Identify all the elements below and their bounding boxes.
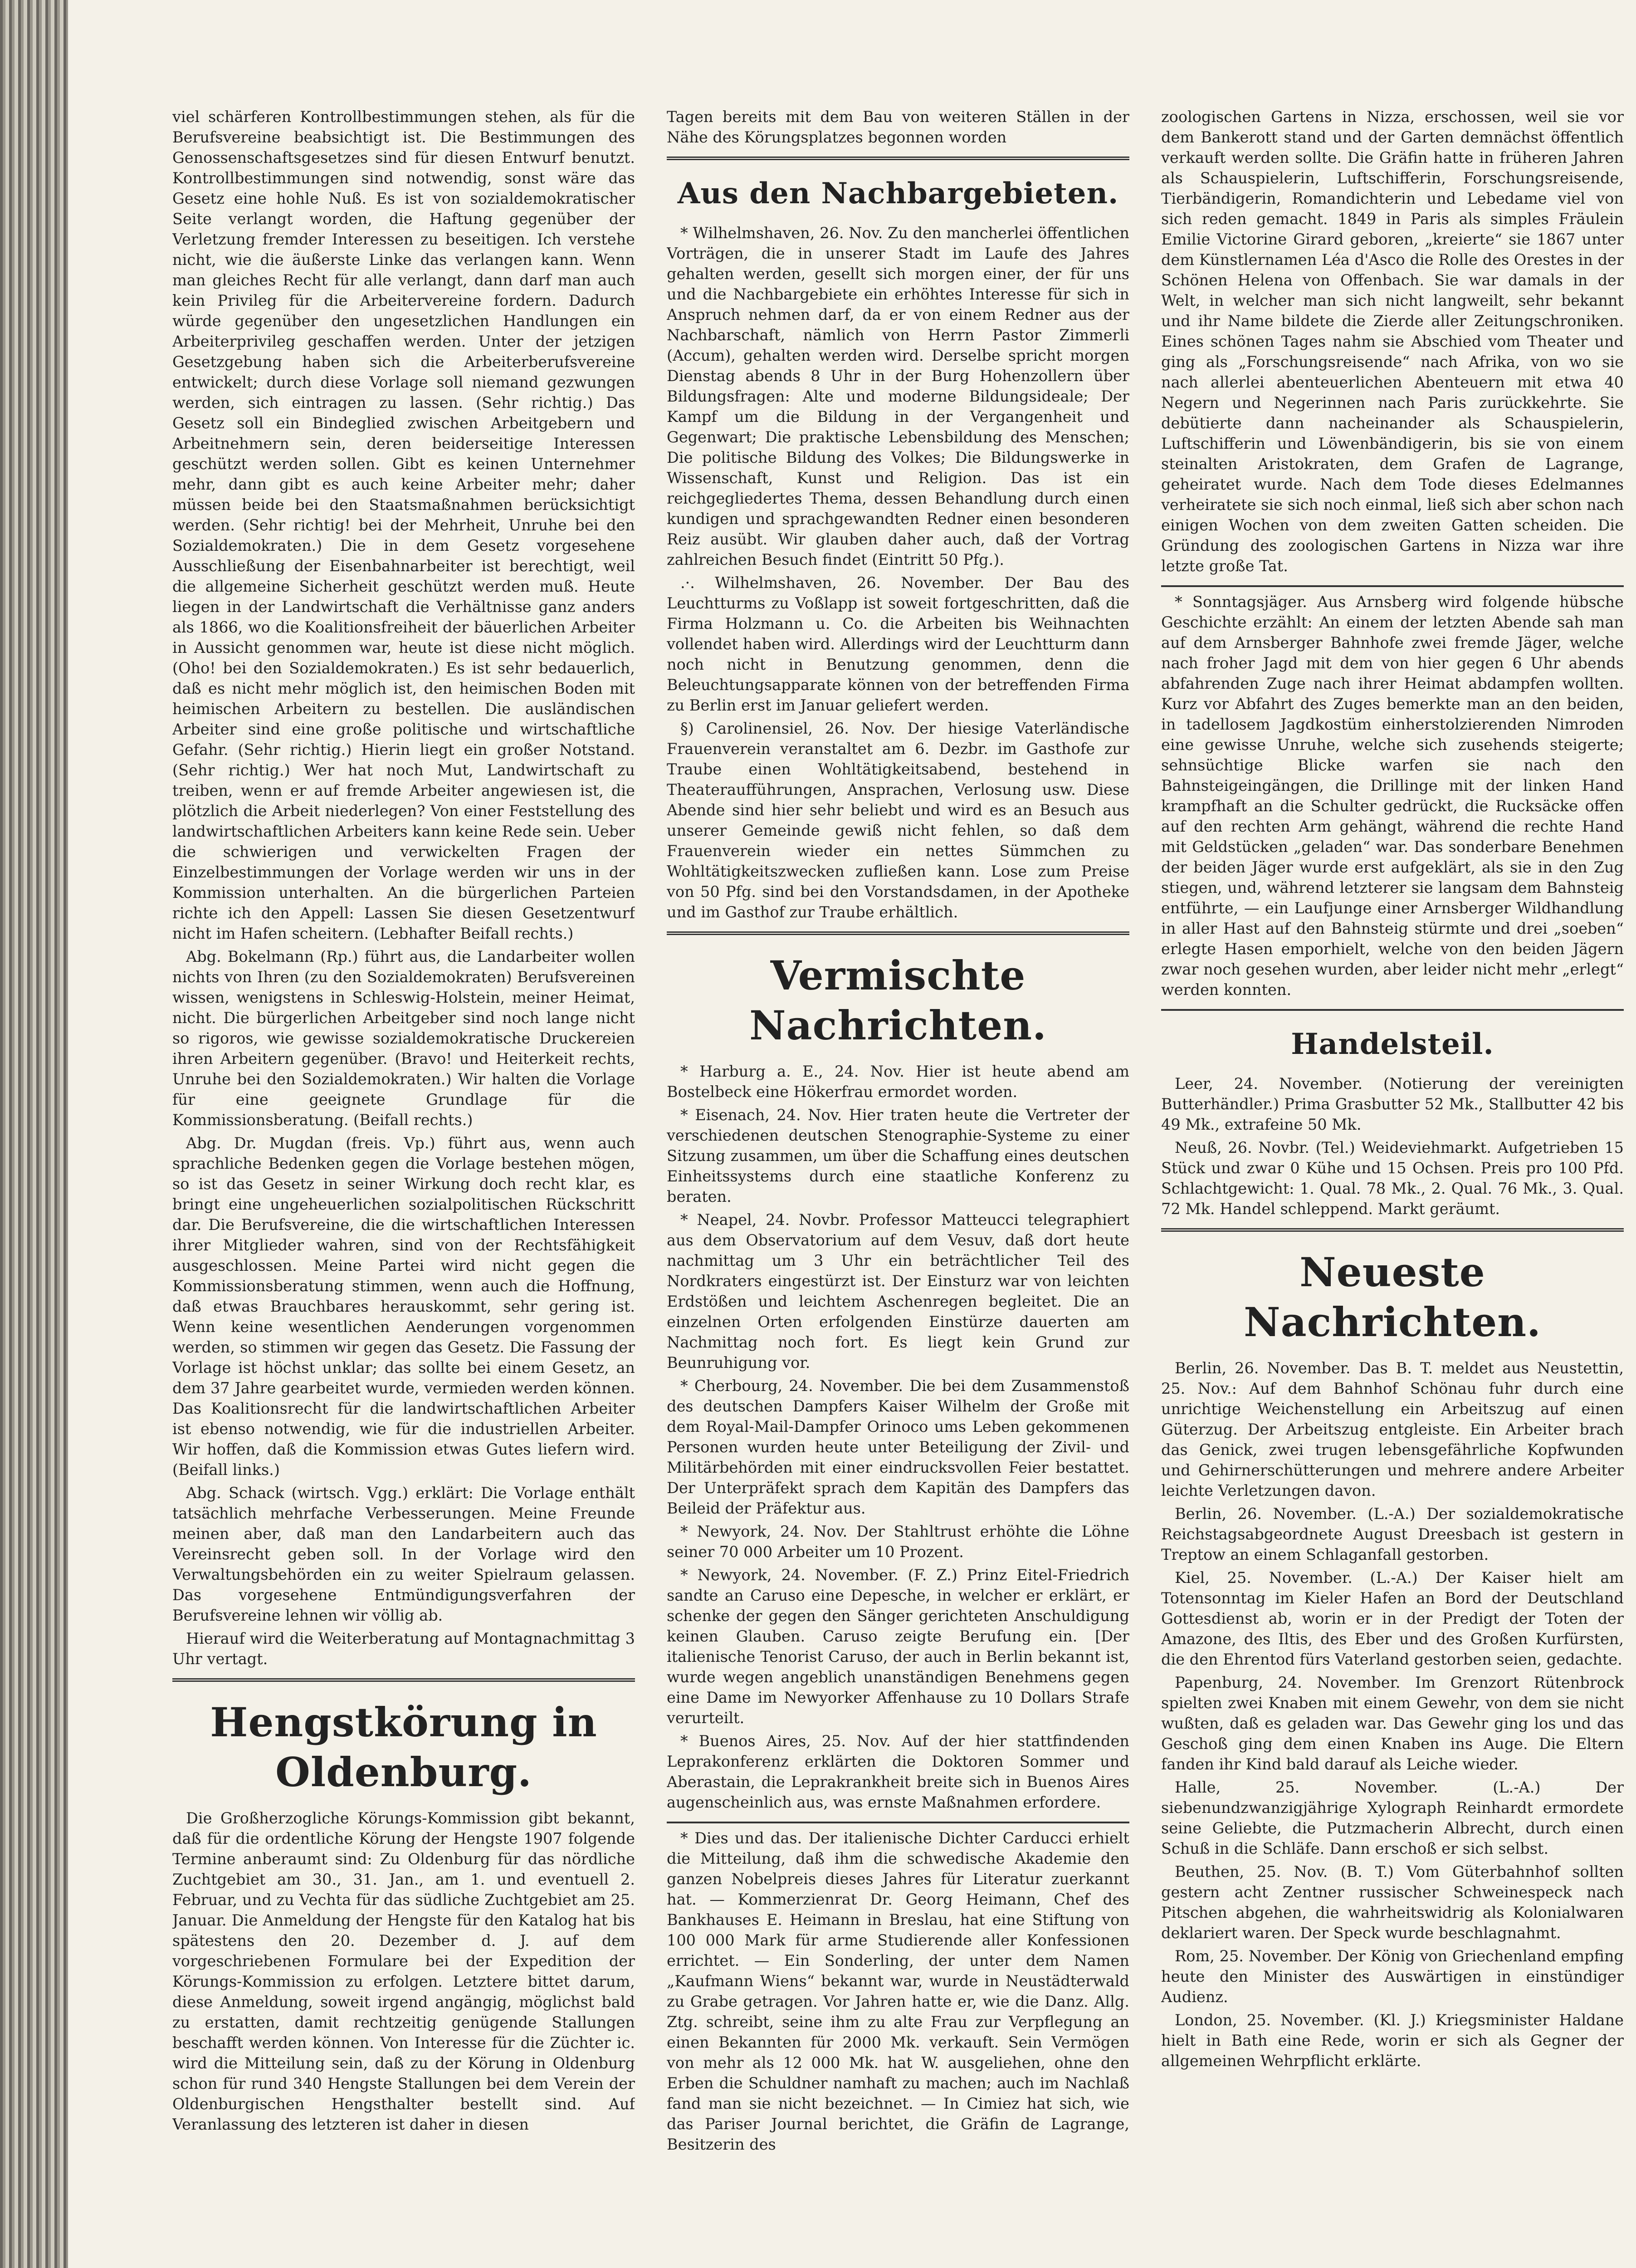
section-divider — [172, 1678, 635, 1682]
article-text: Leer, 24. November. (Notierung der vereinigten Butterhändler.) Prima Grasbutter 52 Mk., Stallbutter 42 bis 49 Mk., extrafeine 50 Mk. — [1161, 1075, 1624, 1133]
article-text: * Cherbourg, 24. November. Die bei dem Zusammenstoß des deutschen Dampfers Kaiser Wilhelm der Große mit dem Royal-Mail-Dampfer Orinoco ums Leben gekommenen Personen wurden heute unter Beteiligung der Zivil- und Militärbehörden mit einer eindrucksvollen Feier bestattet. Der Unterpräfekt sprach dem Kapitän des Dampfers das Beileid der Präfektur aus. — [667, 1377, 1129, 1517]
article-text: §) Carolinensiel, 26. Nov. Der hiesige Vaterländische Frauenverein veranstaltet am 6. Dezbr. im Gasthofe zur Traube einen Wohltätigkeitsabend, bestehend in Theateraufführungen, Ansprachen, Verlosung usw. Diese Abende sind hier sehr beliebt und wird es an Besuch aus unserer Gemeinde gewiß nicht fehlen, so daß dem Frauenverein wieder ein nettes Sümmchen zu Wohltätigkeitszwecken zufließen kann. Lose zum Preise von 50 Pfg. sind bei den Vorstandsdamen, in der Apotheke und im Gasthof zur Traube erhältlich. — [667, 720, 1129, 921]
newspaper-page — [68, 0, 1636, 2268]
section-divider — [1161, 1228, 1624, 1232]
article-text: Tagen bereits mit dem Bau von weiteren Ställen in der Nähe des Körungsplatzes begonnen worden — [667, 108, 1129, 146]
article-text: Berlin, 26. November. Das B. T. meldet aus Neustettin, 25. Nov.: Auf dem Bahnhof Schönau fuhr durch eine unrichtige Weichenstellung ein Arbeitszug auf einen Güterzug. Der Arbeitszug entgleiste. Ein Arbeiter brach das Genick, zwei trugen lebensgefährliche Kopfwunden und Gehirnerschütterungen und mehrere andere Arbeiter leichte Verletzungen davon. — [1161, 1359, 1624, 1499]
article-text: London, 25. November. (Kl. J.) Kriegsminister Haldane hielt in Bath eine Rede, worin er sich als Gegner der allgemeinen Wehrpflicht erklärte. — [1161, 2011, 1624, 2070]
article-text: Papenburg, 24. November. Im Grenzort Rütenbrock spielten zwei Knaben mit einem Gewehr, von dem sie nicht wußten, daß es geladen war. Das Gewehr ging los und das Geschoß ging dem einen Knaben ins Auge. Die Eltern fanden ihr Kind bald darauf als Leiche wieder. — [1161, 1674, 1624, 1773]
article-text: Abg. Bokelmann (Rp.) führt aus, die Landarbeiter wollen nichts von Ihren (zu den Sozialdemokraten) Berufsvereinen wissen, wenigstens in Schleswig-Holstein, meiner Heimat, nicht. Die bürgerlichen Arbeitgeber sind noch lange nicht so rigoros, wie gewisse sozialdemokratische Druckereien ihren Arbeitern gegenüber. (Bravo! und Heiterkeit rechts, Unruhe bei den Sozialdemokraten.) Wir halten die Vorlage für eine geeignete Grundlage für die Kommissionsberatung. (Beifall rechts.) — [172, 948, 635, 1129]
heading-handelsteil: Handelsteil. — [1291, 1027, 1494, 1061]
article-text: * Harburg a. E., 24. Nov. Hier ist heute abend am Bostelbeck eine Hökerfrau ermordet worden. — [667, 1063, 1129, 1101]
article-text: * Neapel, 24. Novbr. Professor Matteucci telegraphiert aus dem Observatorium auf dem Vesuv, daß dort heute nachmittag um 3 Uhr ein beträchtlicher Teil des Nordkraters eingestürzt ist. Der Einsturz war von leichten Erdstößen und leichtem Aschenregen begleitet. Die an einzelnen Orten erfolgenden Einstürze dauerten am Nachmittag noch fort. Es liegt kein Grund zur Beunruhigung vor. — [667, 1211, 1129, 1372]
article-text: viel schärferen Kontrollbestimmungen stehen, als für die Berufsvereine beabsichtigt ist. Die Bestimmungen des Genossenschaftsgesetzes sind für diesen Entwurf benutzt. Kontrollbestimmungen sind notwendig, sonst wäre das Gesetz eine hohle Nuß. Es ist von sozialdemokratischer Seite verlangt worden, die Haftung gegenüber der Verletzung fremder Interessen zu beseitigen. Ich verstehe nicht, wie die äußerste Linke das verlangen kann. Wenn man gleiches Recht für alle verlangt, dann darf man auch kein Privileg für die Arbeitervereine fordern. Dadurch würde gegenüber den ungesetzlichen Handlungen ein Arbeiterprivileg geschaffen werden. Unter der jetzigen Gesetzgebung haben sich die Arbeiterberufsvereine entwickelt; durch diese Vorlage soll niemand gezwungen werden, sich eintragen zu lassen. (Sehr richtig.) Das Gesetz soll ein Bindeglied zwischen Arbeitgebern und Arbeitnehmern sein, deren beiderseitige Interessen geschützt werden sollen. Gibt es keinen Unternehmer mehr, dann gibt es auch keine Arbeiter mehr; daher müssen beide bei den Staatsmaßnahmen berücksichtigt werden. (Sehr richtig! bei der Mehrheit, Unruhe bei den Sozialdemokraten.) Die in dem Gesetz vorgesehene Ausschließung der Eisenbahnarbeiter ist berechtigt, weil die allgemeine Sicherheit geschützt werden muß. Heute liegen in der Landwirtschaft die Verhältnisse ganz anders als 1866, wo die Koalitionsfreiheit der bäuerlichen Arbeiter in Aussicht genommen war, heute ist diese nicht möglich. (Oho! bei den Sozialdemokraten.) Es ist sehr bedauerlich, daß es nicht mehr möglich ist, den heimischen Boden mit heimischen Arbeitern zu bestellen. Die ausländischen Arbeiter sind eine große politische und wirtschaftliche Gefahr. (Sehr richtig.) Hierin liegt ein großer Notstand. (Sehr richtig.) Wer hat noch Mut, Landwirtschaft zu treiben, wenn er auf fremde Arbeiter angewiesen ist, die plötzlich die Arbeit niederlegen? Von einer Feststellung des landwirtschaftlichen Arbeiters kann keine Rede sein. Ueber die schwierigen und verwickelten Fragen der Einzelbestimmungen der Vorlage werden wir uns in der Kommission unterhalten. An die bürgerlichen Parteien richte ich den Appell: Lassen Sie diesen Gesetzentwurf nicht im Hafen scheitern. (Lebhafter Beifall rechts.) — [172, 108, 635, 942]
article-text: * Sonntagsjäger. Aus Arnsberg wird folgende hübsche Geschichte erzählt: An einem der letzten Abende sah man auf dem Arnsberger Bahnhofe zwei fremde Jäger, welche nach froher Jagd mit dem von hier gegen 6 Uhr abends abfahrenden Zuge nach ihrer Heimat abdampfen wollten. Kurz vor Abfahrt des Zuges bemerkte man an den beiden, in tadellosem Jagdkostüm einherstolzierenden Nimroden eine gewisse Unruhe, welche sich zusehends steigerte; sehnsüchtige Blicke warfen sie nach den Bahnsteigeingängen, die Drillinge mit der linken Hand krampfhaft an die Schulter gedrückt, die Rucksäcke offen auf den rechten Arm gehängt, während die rechte Hand mit Geldstücken „geladen“ war. Das sonderbare Benehmen der beiden Jäger wurde erst aufgeklärt, als sie in den Zug stiegen, und, während letzterer sie langsam dem Bahnsteig entführte, — ein Laufjunge einer Arnsberger Wildhandlung in aller Hast auf den Bahnsteig stürmte und drei „soeben“ erlegte Hasen emporhielt, welche von den beiden Jägern zwar noch gesehen wurden, aber leider nicht mehr „erlegt“ werden konnten. — [1161, 593, 1624, 999]
article-text: Rom, 25. November. Der König von Griechenland empfing heute den Minister des Auswärtigen in einstündiger Audienz. — [1161, 1947, 1624, 2006]
column-2 — [667, 107, 1129, 2239]
article-text: zoologischen Gartens in Nizza, erschossen, weil sie vor dem Bankerott stand und der Garten demnächst öffentlich verkauft werden sollte. Die Gräfin hatte in früheren Jahren als Schauspielerin, Luftschifferin, Forschungsreisende, Tierbändigerin, Romandichterin und Lebedame viel von sich reden gemacht. 1849 in Paris als simples Fräulein Emilie Victorine Girard geboren, „kreierte“ sie 1867 unter dem Künstlernamen Léa d'Asco die Rolle des Orestes in der Schönen Helena von Offenbach. Sie war damals in der Welt, in welcher man sich nicht langweilt, sehr bekannt und ihr Name bildete die Zierde aller Zeitungschroniken. Eines schönen Tages nahm sie Abschied vom Theater und ging als „Forschungsreisende“ nach Afrika, von wo sie nach allerlei abenteuerlichen Abenteuern mit etwa 40 Negern und Negerinnen nach Paris zurückkehrte. Sie debütierte dann nacheinander als Schauspielerin, Luftschifferin und Löwenbändigerin, bis sie von einem steinalten Aristokraten, dem Grafen de Lagrange, geheiratet wurde. Nach dem Tode dieses Edelmannes verheiratete sie sich noch einmal, ließ sich aber schon nach einigen Wochen von dem zweiten Gatten scheiden. Die Gründung des zoologischen Gartens in Nizza war ihre letzte große Tat. — [1161, 108, 1624, 575]
article-text: Berlin, 26. November. (L.-A.) Der sozialdemokratische Reichstagsabgeordnete August Dreesbach ist gestern in Treptow an einem Schlaganfall gestorben. — [1161, 1505, 1624, 1563]
heading-nachbargebiete: Aus den Nachbargebieten. — [677, 176, 1119, 211]
page-edge-stack — [0, 0, 68, 2268]
column-grid — [172, 107, 1636, 2239]
article-text: Beuthen, 25. Nov. (B. T.) Vom Güterbahnhof sollten gestern acht Zentner russischer Schweinespeck nach Pitschen abgehen, die wahrheitswidrig als Kolonialwaren deklariert waren. Der Speck wurde beschlagnahmt. — [1161, 1863, 1624, 1942]
article-text: Abg. Dr. Mugdan (freis. Vp.) führt aus, wenn auch sprachliche Bedenken gegen die Vorlage bestehen mögen, so ist das Gesetz in seiner Wirkung doch recht klar, es bringt eine ungeheuerlichen sozialpolitischen Rückschritt dar. Die Berufsvereine, die die wirtschaftlichen Interessen ihrer Mitglieder wahren, sind von der Rechtsfähigkeit ausgeschlossen. Meine Partei wird nicht gegen die Kommissionsberatung stimmen, wenn auch die Hoffnung, daß etwas Brauchbares herauskommt, sehr gering ist. Wenn keine wesentlichen Aenderungen vorgenommen werden, so stimmen wir gegen das Gesetz. Die Fassung der Vorlage ist höchst unklar; das sollte bei einem Gesetz, an dem 37 Jahre gearbeitet wurde, vermieden werden können. Das Koalitionsrecht für die landwirtschaftlichen Arbeiter ist ebenso notwendig, wie für die industriellen Arbeiter. Wir hoffen, daß die Kommission etwas Gutes liefern wird. (Beifall links.) — [172, 1134, 635, 1479]
section-divider — [1161, 585, 1624, 587]
article-text: .·. Wilhelmshaven, 26. November. Der Bau des Leuchtturms zu Voßlapp ist soweit fortgeschritten, daß die Firma Holzmann u. Co. die Arbeiten bis Weihnachten vollendet haben wird. Allerdings wird der Leuchtturm dann noch nicht in Benutzung genommen, denn die Beleuchtungsapparate können von der betreffenden Firma zu Berlin erst im Januar geliefert werden. — [667, 574, 1129, 714]
article-text: * Newyork, 24. November. (F. Z.) Prinz Eitel-Friedrich sandte an Caruso eine Depesche, in welcher er erklärt, er schenke der gegen den Sänger gerichteten Anschuldigung keinen Glauben. Caruso zeigte Berufung ein. [Der italienische Tenorist Caruso, der auch in Berlin bekannt ist, wurde wegen angeblich unanständigen Benehmens gegen eine Dame im Newyorker Affenhause zu 10 Dollars Strafe verurteilt. — [667, 1566, 1129, 1727]
article-text: * Dies und das. Der italienische Dichter Carducci erhielt die Mitteilung, daß ihm die schwedische Akademie den ganzen Nobelpreis dieses Jahres für Literatur zuerkannt hat. — Kommerzienrat Dr. Georg Heimann, Chef des Bankhauses E. Heimann in Breslau, hat eine Stiftung von 100 000 Mark für arme Studierende aller Konfessionen errichtet. — Ein Sonderling, der unter dem Namen „Kaufmann Wiens“ bekannt war, wurde in Neustädterwald zu Grabe getragen. Vor Jahren hatte er, wie die Danz. Allg. Ztg. schreibt, seine ihm zu alte Frau zur Verpflegung an einen Bekannten für 2000 Mk. verkauft. Sein Vermögen von mehr als 12 000 Mk. hat W. ausgeliehen, ohne den Erben die Schuldner namhaft zu machen; auch im Nachlaß fand man sie nicht bezeichnet. — In Cimiez hat sich, wie das Pariser Journal berichtet, die Gräfin de Lagrange, Besitzerin des — [667, 1829, 1129, 2153]
article-text: * Wilhelmshaven, 26. Nov. Zu den mancherlei öffentlichen Vorträgen, die in unserer Stadt im Laufe des Jahres gehalten werden, gesellt sich morgen einer, der für uns und die Nachbargebiete ein erhöhtes Interesse für sich in Anspruch nehmen darf, da er von einem Redner aus der Nachbarschaft, nämlich von Herrn Pastor Zimmerli (Accum), gehalten werden wird. Derselbe spricht morgen Dienstag abends 8 Uhr in der Burg Hohenzollern über Bildungsfragen: Alte und moderne Bildungsideale; Der Kampf um die Bildung in der Vergangenheit und Gegenwart; Die praktische Lebensbildung des Menschen; Die politische Bildung des Volkes; Die Bildungswerke in Wissenschaft, Kunst und Religion. Das ist ein reichgegliedertes Thema, dessen Behandlung durch einen kundigen und sprachgewandten Redner einen besonderen Reiz ausübt. Wir glauben daher auch, daß der Vortrag zahlreichen Besuch findet (Eintritt 50 Pfg.). — [667, 224, 1129, 568]
heading-hengstkoerung: Hengstkörung in Oldenburg. — [210, 1699, 597, 1796]
article-text: * Buenos Aires, 25. Nov. Auf der hier stattfindenden Leprakonferenz erklärten die Doktoren Sommer und Aberastain, die Leprakrankheit breite sich in Buenos Aires augenscheinlich aus, was ernste Maßnahmen erfordere. — [667, 1732, 1129, 1811]
article-text: * Newyork, 24. Nov. Der Stahltrust erhöhte die Löhne seiner 70 000 Arbeiter um 10 Prozent. — [667, 1523, 1129, 1561]
section-divider — [667, 931, 1129, 935]
article-text: Halle, 25. November. (L.-A.) Der siebenundzwanzigjährige Xylograph Reinhardt ermordete seine Geliebte, die Putzmacherin Albrecht, durch einen Schuß in die Schläfe. Dann erschoß er sich selbst. — [1161, 1778, 1624, 1857]
article-text: Abg. Schack (wirtsch. Vgg.) erklärt: Die Vorlage enthält tatsächlich mehrfache Verbesserungen. Meine Freunde meinen aber, daß man den Landarbeitern auch das Vereinsrecht geben soll. In der Vorlage wird den Verwaltungsbehörden ein zu weiter Spielraum gelassen. Das vorgesehene Entmündigungsverfahren der Berufsvereine lehnen wir völlig ab. — [172, 1484, 635, 1624]
article-text: * Eisenach, 24. Nov. Hier traten heute die Vertreter der verschiedenen deutschen Stenographie-Systeme zu einer Sitzung zusammen, um über die Schaffung eines deutschen Einheitssystems durch eine staatliche Konferenz zu beraten. — [667, 1106, 1129, 1205]
section-divider — [667, 1822, 1129, 1823]
heading-vermischte: Vermischte Nachrichten. — [749, 952, 1047, 1049]
section-divider — [1161, 1009, 1624, 1011]
article-text: Die Großherzogliche Körungs-Kommission gibt bekannt, daß für die ordentliche Körung der Hengste 1907 folgende Termine anberaumt sind: Zu Oldenburg für das nördliche Zuchtgebiet am 30., 31. Jan., am 1. und eventuell 2. Februar, und zu Vechta für das südliche Zuchtgebiet am 25. Januar. Die Anmeldung der Hengste für den Katalog hat bis spätestens den 20. Dezember d. J. auf dem vorgeschriebenen Formulare bei der Expedition der Körungs-Kommission zu erfolgen. Letztere bittet darum, diese Anmeldung, soweit irgend angängig, möglichst bald zu erstatten, damit rechtzeitig genügende Stallungen beschafft werden können. Von Interesse für die Züchter ic. wird die Mitteilung sein, daß zu der Körung in Oldenburg schon für rund 340 Hengste Stallungen bei dem Verein der Oldenburgischen Hengsthalter bestellt sind. Auf Veranlassung des letzteren ist daher in diesen — [172, 1809, 635, 2133]
column-1 — [172, 107, 635, 2239]
article-text: Neuß, 26. Novbr. (Tel.) Weideviehmarkt. Aufgetrieben 15 Stück und zwar 0 Kühe und 15 Ochsen. Preis pro 100 Pfd. Schlachtgewicht: 1. Qual. 78 Mk., 2. Qual. 76 Mk., 3. Qual. 72 Mk. Handel schleppend. Markt geräumt. — [1161, 1139, 1624, 1218]
article-text: Hierauf wird die Weiterberatung auf Montagnachmittag 3 Uhr vertagt. — [172, 1630, 635, 1668]
section-divider — [667, 157, 1129, 160]
heading-neueste: Neueste Nachrichten. — [1244, 1249, 1541, 1346]
article-text: Kiel, 25. November. (L.-A.) Der Kaiser hielt am Totensonntag im Kieler Hafen an Bord der Deutschland Gottesdienst ab, worin er in der Predigt der Toten der Amazone, des Iltis, des Eber und des Großen Kurfürsten, die den Ehrentod fürs Vaterland gestorben seien, gedachte. — [1161, 1569, 1624, 1668]
column-3 — [1161, 107, 1624, 2239]
